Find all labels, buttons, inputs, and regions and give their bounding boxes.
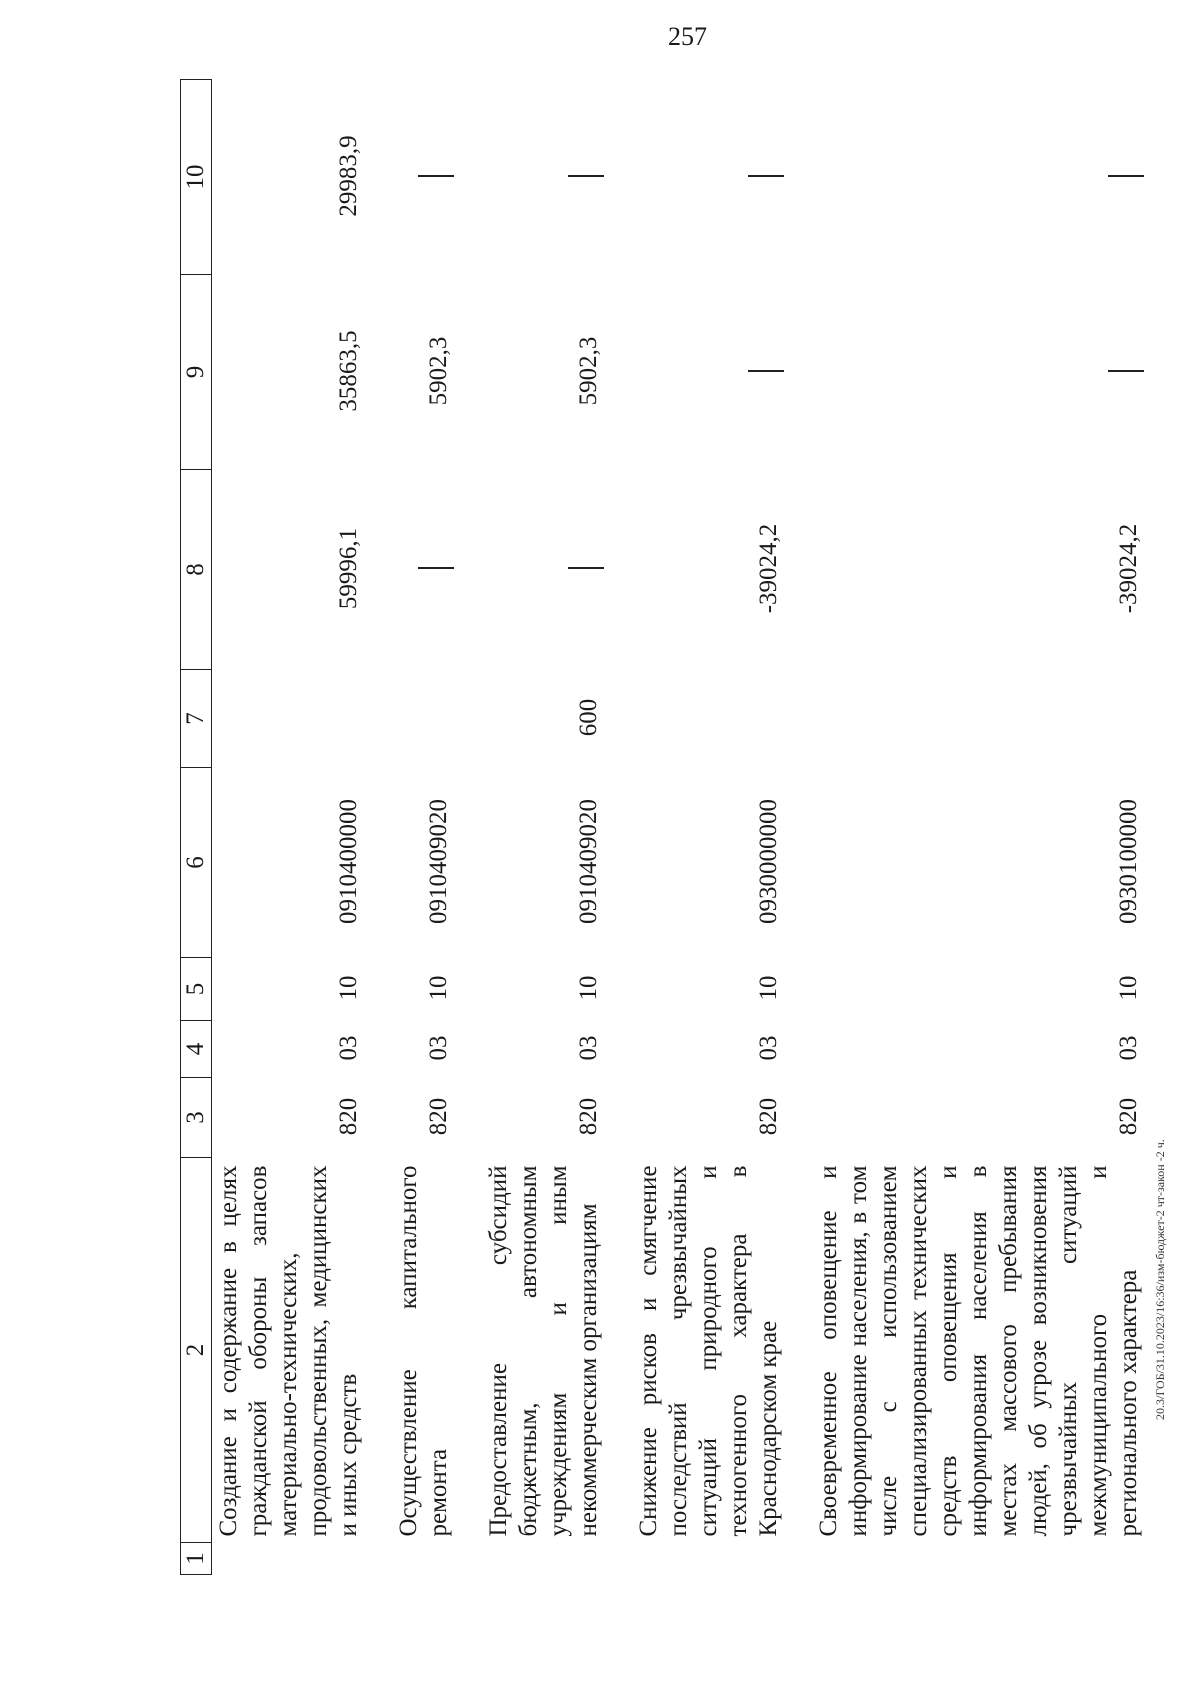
document-footer-note: 20.3/ГОБ/31.10.2023/16:36/изм-бюджет-2 чт-закон -2 ч. [1153,1139,1167,1420]
cell-pr: 10 [335,975,362,1001]
cell-csr: 0910409020 [425,799,452,924]
row-name: Предоставление субсидий бюджетным, автономным учреждениям и иным некоммерческим организациям [485,1165,602,1537]
table-row [604,80,784,1575]
row-name: Осуществление капитального ремонта [395,1165,452,1537]
cell-col-10 [364,80,454,275]
page-number: 257 [668,22,707,51]
cell-ved: 820 [425,1097,452,1136]
empty-value-dash [1108,370,1144,372]
cell-col-1 [454,1543,604,1575]
cell-ved: 820 [575,1097,602,1136]
budget-table-rotated [180,80,1142,1575]
cell-vr: 600 [575,698,602,737]
budget-table [180,79,1144,1575]
header-row [181,80,212,1575]
cell-vr [212,670,365,768]
cell-col-8 [364,470,454,670]
cell-ved: 820 [335,1097,362,1136]
header-col-2: 2 [181,1158,212,1543]
cell-col-10 [454,80,604,275]
table-row [784,80,1144,1575]
cell-rz: 03 [755,1035,782,1061]
cell-csr: 0930000000 [755,799,782,924]
cell-rz: 03 [1115,1035,1142,1061]
cell-pr: 10 [425,975,452,1001]
cell-rz: 03 [425,1035,452,1061]
empty-value-dash [568,175,604,177]
cell-csr: 0910409020 [575,799,602,924]
cell-col-8: -39024,2 [755,523,782,614]
header-col-4: 4 [181,1021,212,1078]
cell-csr: 0930100000 [1115,799,1142,924]
row-name: Снижение рисков и смягчение последствий чрезвычайных ситуаций природного и техногенного характера в Краснодарском крае [635,1165,782,1537]
empty-value-dash [748,175,784,177]
cell-col-1 [784,1543,1144,1575]
cell-vr [604,670,784,768]
cell-col-9 [604,275,784,470]
cell-col-8: 59996,1 [335,527,362,610]
empty-value-dash [568,568,604,570]
cell-col-1 [604,1543,784,1575]
header-col-9: 9 [181,275,212,470]
cell-col-9: 35863,5 [335,330,362,412]
cell-col-9: 5902,3 [575,336,602,406]
cell-pr: 10 [575,975,602,1001]
row-name: Создание и содержание в целях гражданской обороны запасов материально-технических, продовольственных, медицинских и иных средств [215,1165,362,1537]
empty-value-dash [418,175,454,177]
header-col-5: 5 [181,958,212,1021]
table-row [364,80,454,1575]
header-col-1: 1 [181,1543,212,1575]
cell-col-1 [212,1543,365,1575]
header-col-7: 7 [181,670,212,768]
cell-ved: 820 [755,1097,782,1136]
cell-vr [364,670,454,768]
cell-col-10: 29983,9 [335,135,362,217]
table-row [212,80,365,1575]
cell-col-8 [454,470,604,670]
cell-col-1 [364,1543,454,1575]
empty-value-dash [748,370,784,372]
header-col-3: 3 [181,1078,212,1158]
header-col-10: 10 [181,80,212,275]
cell-col-10 [784,80,1144,275]
cell-col-10 [604,80,784,275]
table-row [454,80,604,1575]
cell-col-8: -39024,2 [1115,523,1142,614]
header-col-8: 8 [181,470,212,670]
cell-rz: 03 [575,1035,602,1061]
cell-col-9: 5902,3 [425,336,452,406]
cell-ved: 820 [1115,1097,1142,1136]
cell-pr: 10 [755,975,782,1001]
cell-col-9 [784,275,1144,470]
header-col-6: 6 [181,768,212,958]
empty-value-dash [418,568,454,570]
row-name: Своевременное оповещение и информирование населения, в том числе с использованием специализированных технических средств оповещения и информирования населения в местах массового пребывания людей, об угрозе возникновения чрезвычайных ситуаций межмуниципального и регионального характера [815,1165,1142,1537]
cell-pr: 10 [1115,975,1142,1001]
cell-csr: 0910400000 [335,799,362,924]
cell-rz: 03 [335,1035,362,1061]
cell-vr [784,670,1144,768]
empty-value-dash [1108,175,1144,177]
